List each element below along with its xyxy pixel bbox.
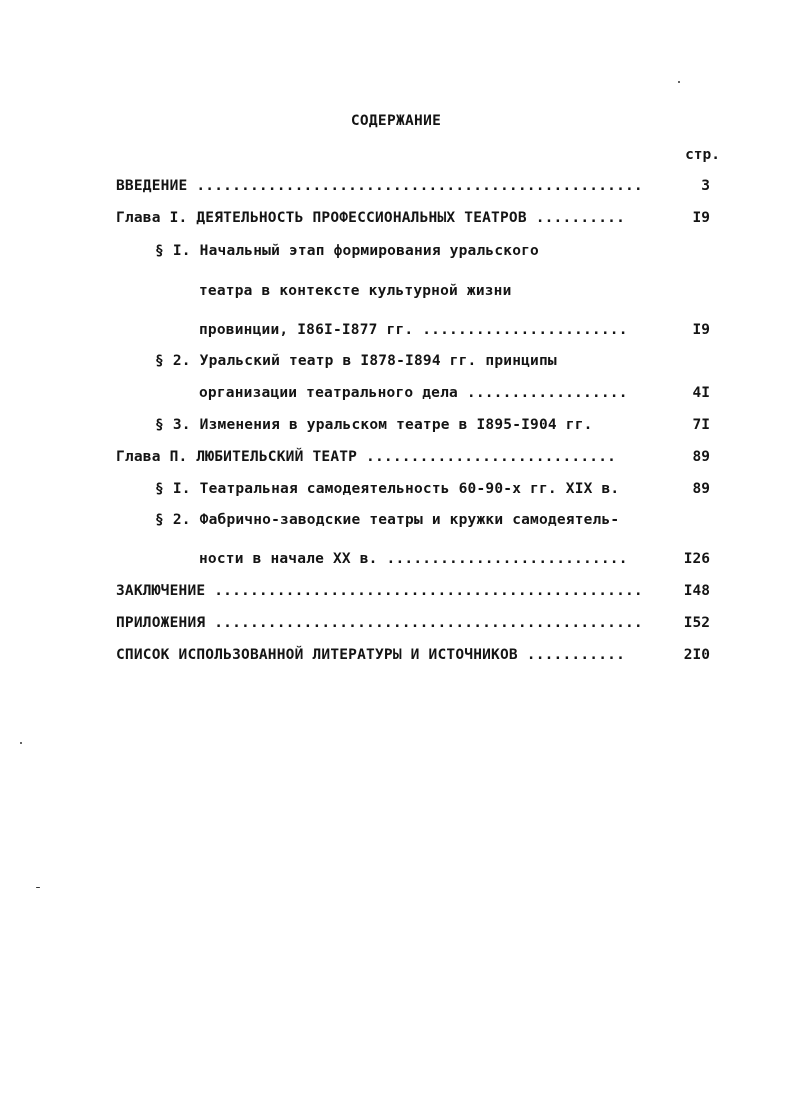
toc-entry-text: § 2. Уральский театр в I878-I894 гг. принципы [155, 353, 557, 369]
toc-entry-text: Глава I. ДЕЯТЕЛЬНОСТЬ ПРОФЕССИОНАЛЬНЫХ ТЕАТРОВ .......... [116, 210, 625, 226]
toc-entry-text: § I. Начальный этап формирования уральского [155, 243, 539, 259]
toc-entry-text: § 2. Фабрично-заводские театры и кружки самодеятель- [155, 512, 620, 528]
toc-entry-text: СПИСОК ИСПОЛЬЗОВАННОЙ ЛИТЕРАТУРЫ И ИСТОЧНИКОВ ........... [116, 647, 625, 663]
page-column-header: стр. [685, 147, 720, 163]
toc-entry-text: § I. Театральная самодеятельность 60-90-х гг. XIX в. [155, 481, 620, 497]
toc-entry-text: ности в начале XX в. ........................... [199, 551, 628, 567]
page-title: СОДЕРЖАНИЕ [350, 113, 442, 129]
toc-entry-page: I9 [692, 210, 710, 226]
toc-entry-page: I9 [692, 322, 710, 338]
toc-entry-text: Глава П. ЛЮБИТЕЛЬСКИЙ ТЕАТР ............................ [116, 449, 617, 465]
scan-speck [20, 742, 22, 744]
toc-entry-page: 2I0 [683, 647, 710, 663]
toc-entry-page: 3 [701, 178, 710, 194]
toc-entry-page: 89 [692, 449, 710, 465]
toc-entry-text: провинции, I86I-I877 гг. ....................... [199, 322, 628, 338]
toc-entry-text: организации театрального дела .................. [199, 385, 628, 401]
scan-speck [678, 81, 680, 83]
toc-entry-text: ЗАКЛЮЧЕНИЕ ................................................ [116, 583, 643, 599]
toc-entry-page: I52 [683, 615, 710, 631]
toc-entry-text: театра в контексте культурной жизни [199, 283, 512, 299]
toc-entry-text: ПРИЛОЖЕНИЯ ................................................ [116, 615, 643, 631]
toc-entry-page: 89 [692, 481, 710, 497]
toc-entry-text: § 3. Изменения в уральском театре в I895-I904 гг. [155, 417, 593, 433]
toc-entry-text: ВВЕДЕНИЕ .................................................. [116, 178, 643, 194]
toc-entry-page: I26 [683, 551, 710, 567]
scan-speck [36, 887, 40, 888]
toc-entry-page: I48 [683, 583, 710, 599]
toc-entry-page: 4I [692, 385, 710, 401]
toc-entry-page: 7I [692, 417, 710, 433]
